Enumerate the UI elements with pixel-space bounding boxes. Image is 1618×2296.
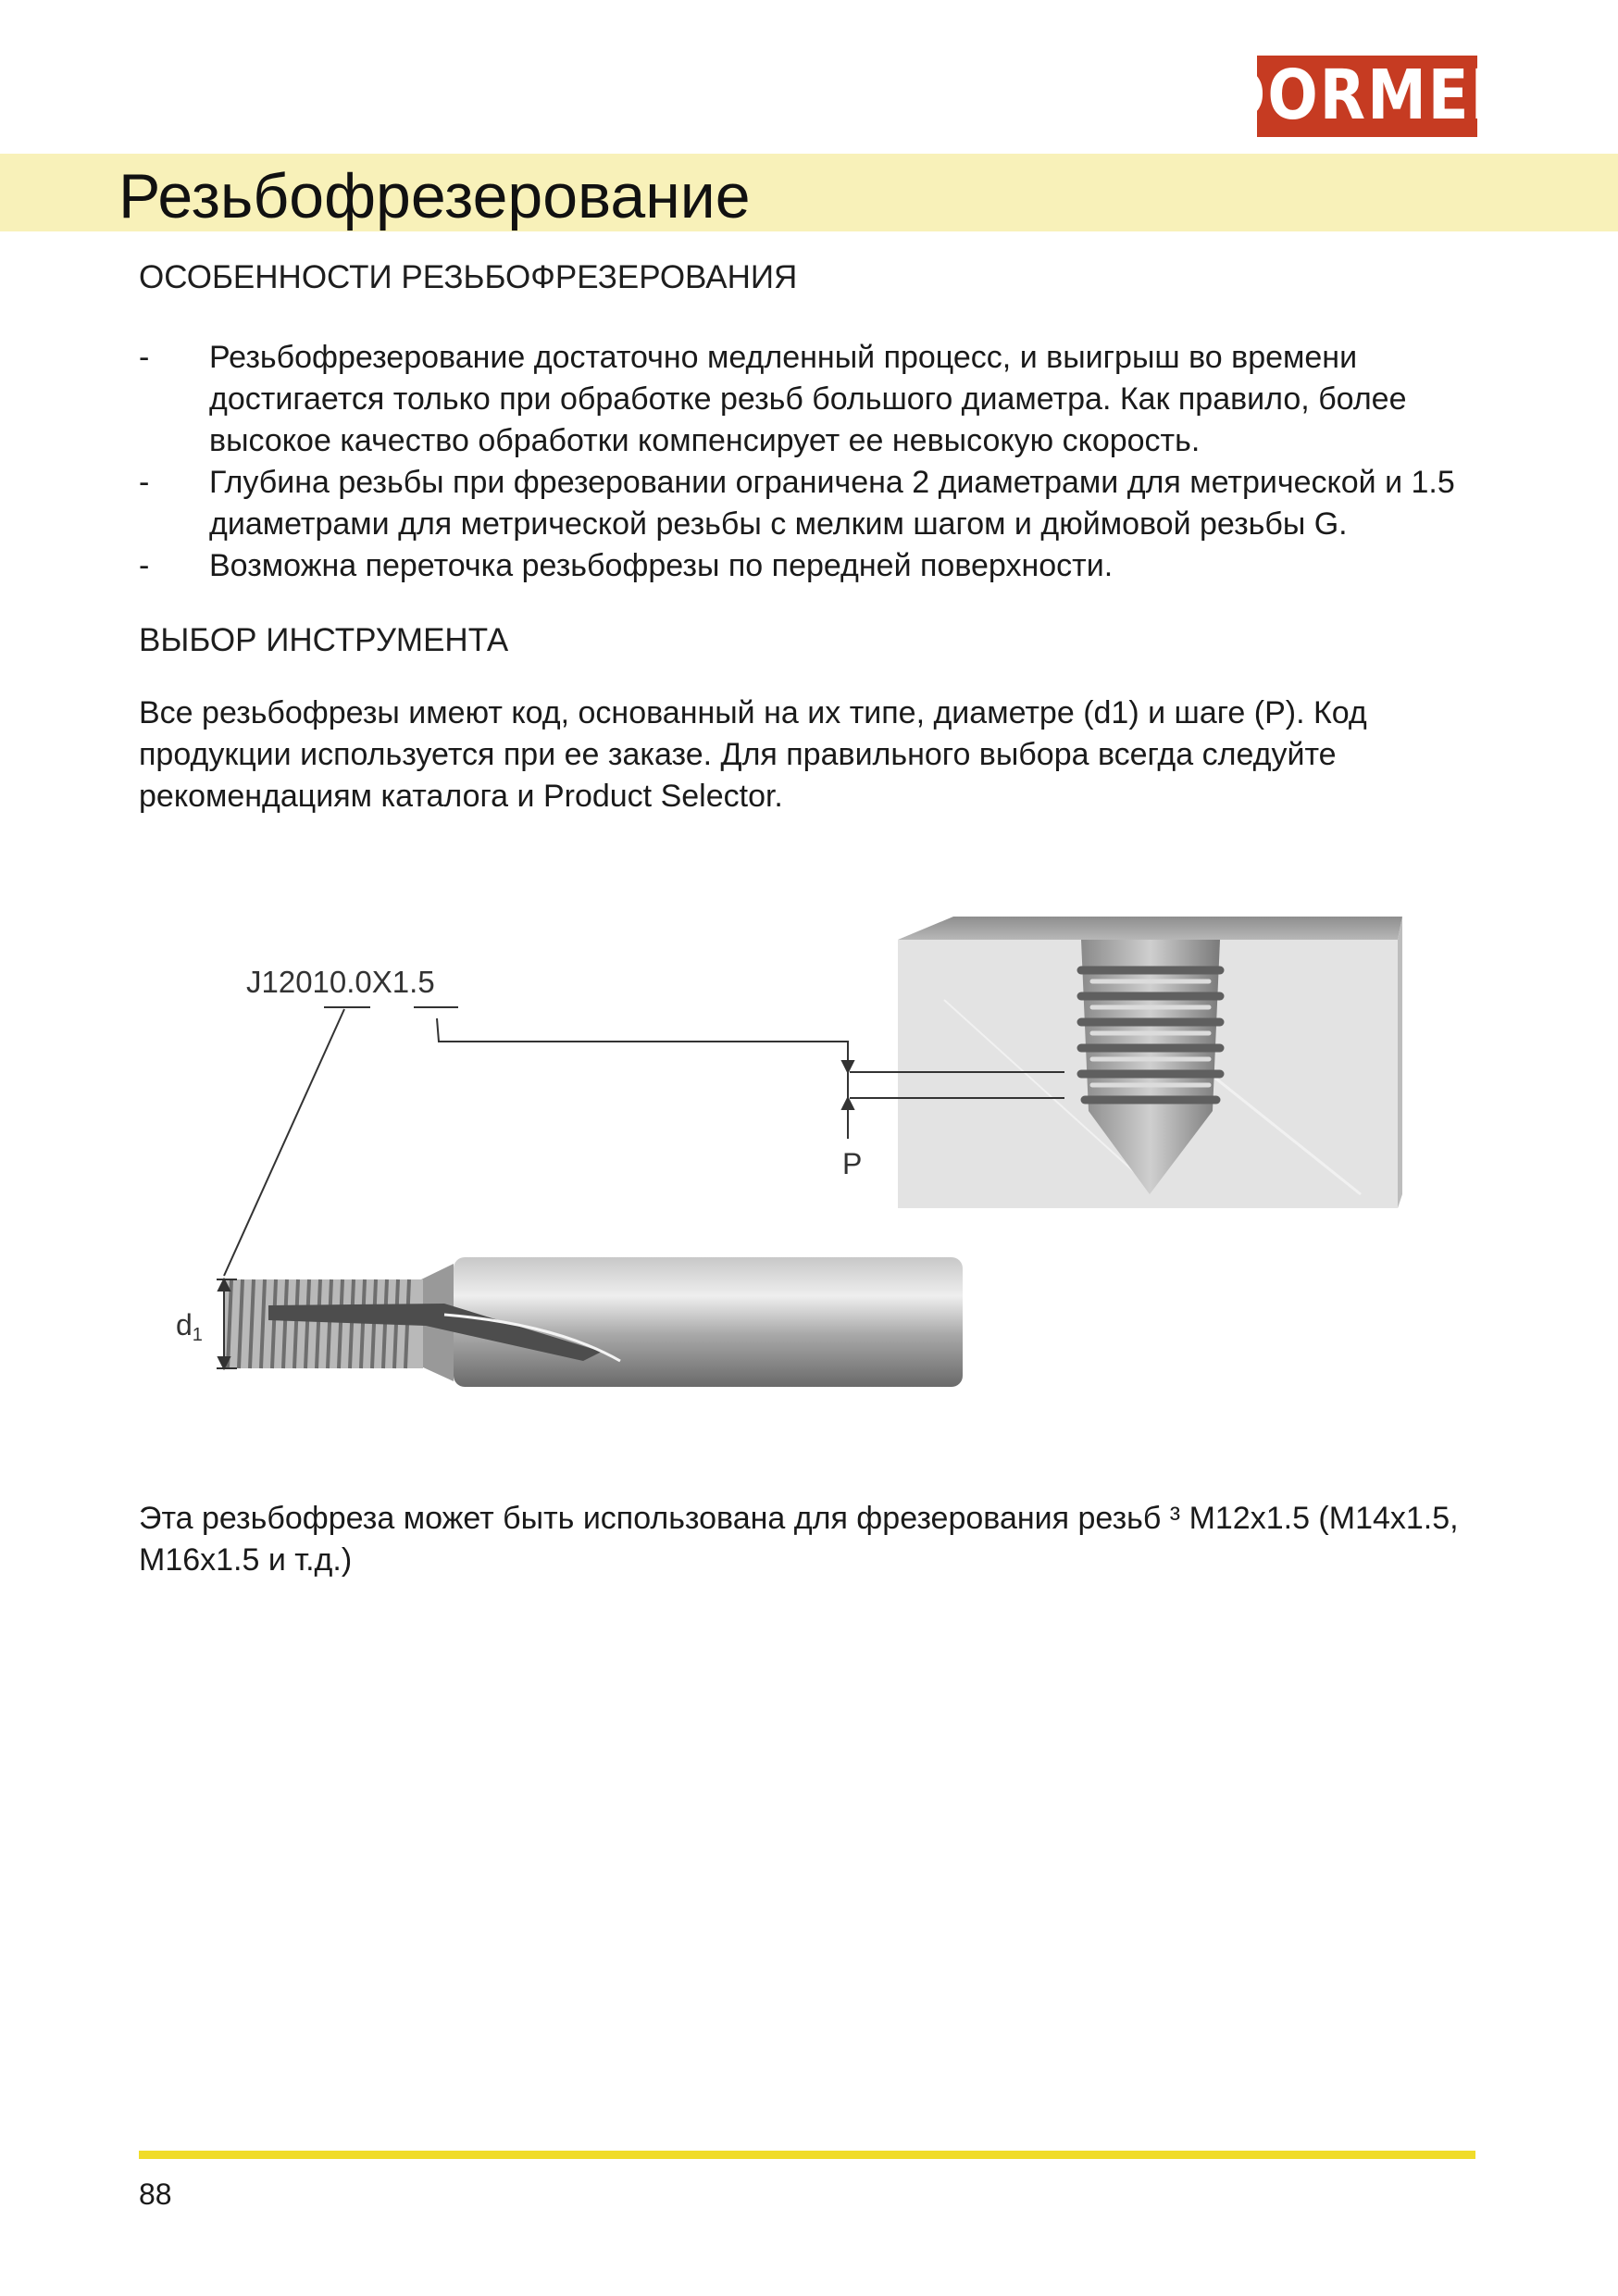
workpiece-block: [898, 917, 1402, 1208]
page-title: Резьбофрезерование: [118, 161, 751, 231]
bottom-rule: [139, 2151, 1475, 2159]
features-list: [139, 337, 1481, 587]
logo-text: DORMER: [1216, 56, 1518, 136]
pitch-label: P: [842, 1147, 863, 1180]
bullet-dash: -: [139, 465, 150, 500]
product-code-label: J12010.0X1.5: [246, 965, 435, 999]
bullet-text: Глубина резьбы при фрезеровании ограничена 2 диаметрами для метрической и 1.5 диаметрами для метрической резьбы с мелким шагом и дюймовой резьбы G.: [209, 465, 1455, 542]
dormer-logo: [1216, 56, 1518, 137]
bullet-text: Возможна переточка резьбофрезы по передней поверхности.: [209, 548, 1114, 583]
section-heading-tool-selection: ВЫБОР ИНСТРУМЕНТА: [139, 622, 509, 658]
list-item: [139, 545, 1481, 587]
list-item: [139, 337, 1481, 462]
diameter-label: [176, 1308, 203, 1345]
bullet-text: Резьбофрезерование достаточно медленный процесс, и выигрыш во времени достигается только при обработке резьб большого диаметра. Как правило, более высокое качество обработки компенсирует ее невысокую скорость.: [209, 340, 1407, 458]
thread-mill-illustration: [139, 917, 1444, 1435]
bullet-dash: -: [139, 340, 150, 375]
thread-mill-figure: [139, 917, 1444, 1435]
diameter-letter: d: [176, 1308, 193, 1341]
code-leader-lines: [224, 1007, 458, 1276]
application-note: Эта резьбофреза может быть использована для фрезерования резьб ³ М12x1.5 (М14x1.5, М16x1.5 и т.д.): [139, 1501, 1459, 1578]
diameter-subscript: 1: [192, 1325, 203, 1345]
section-heading-features: ОСОБЕННОСТИ РЕЗЬБОФРЕЗЕРОВАНИЯ: [139, 259, 798, 295]
page-number: 88: [139, 2177, 172, 2211]
bullet-dash: -: [139, 548, 150, 583]
thread-mill-tool: [224, 1257, 963, 1387]
list-item: [139, 462, 1481, 545]
tool-selection-paragraph: Все резьбофрезы имеют код, основанный на их типе, диаметре (d1) и шаге (P). Код продукции используется при ее заказе. Для правильного выбора всегда следуйте рекомендациям каталога и Product Selector.: [139, 695, 1367, 814]
